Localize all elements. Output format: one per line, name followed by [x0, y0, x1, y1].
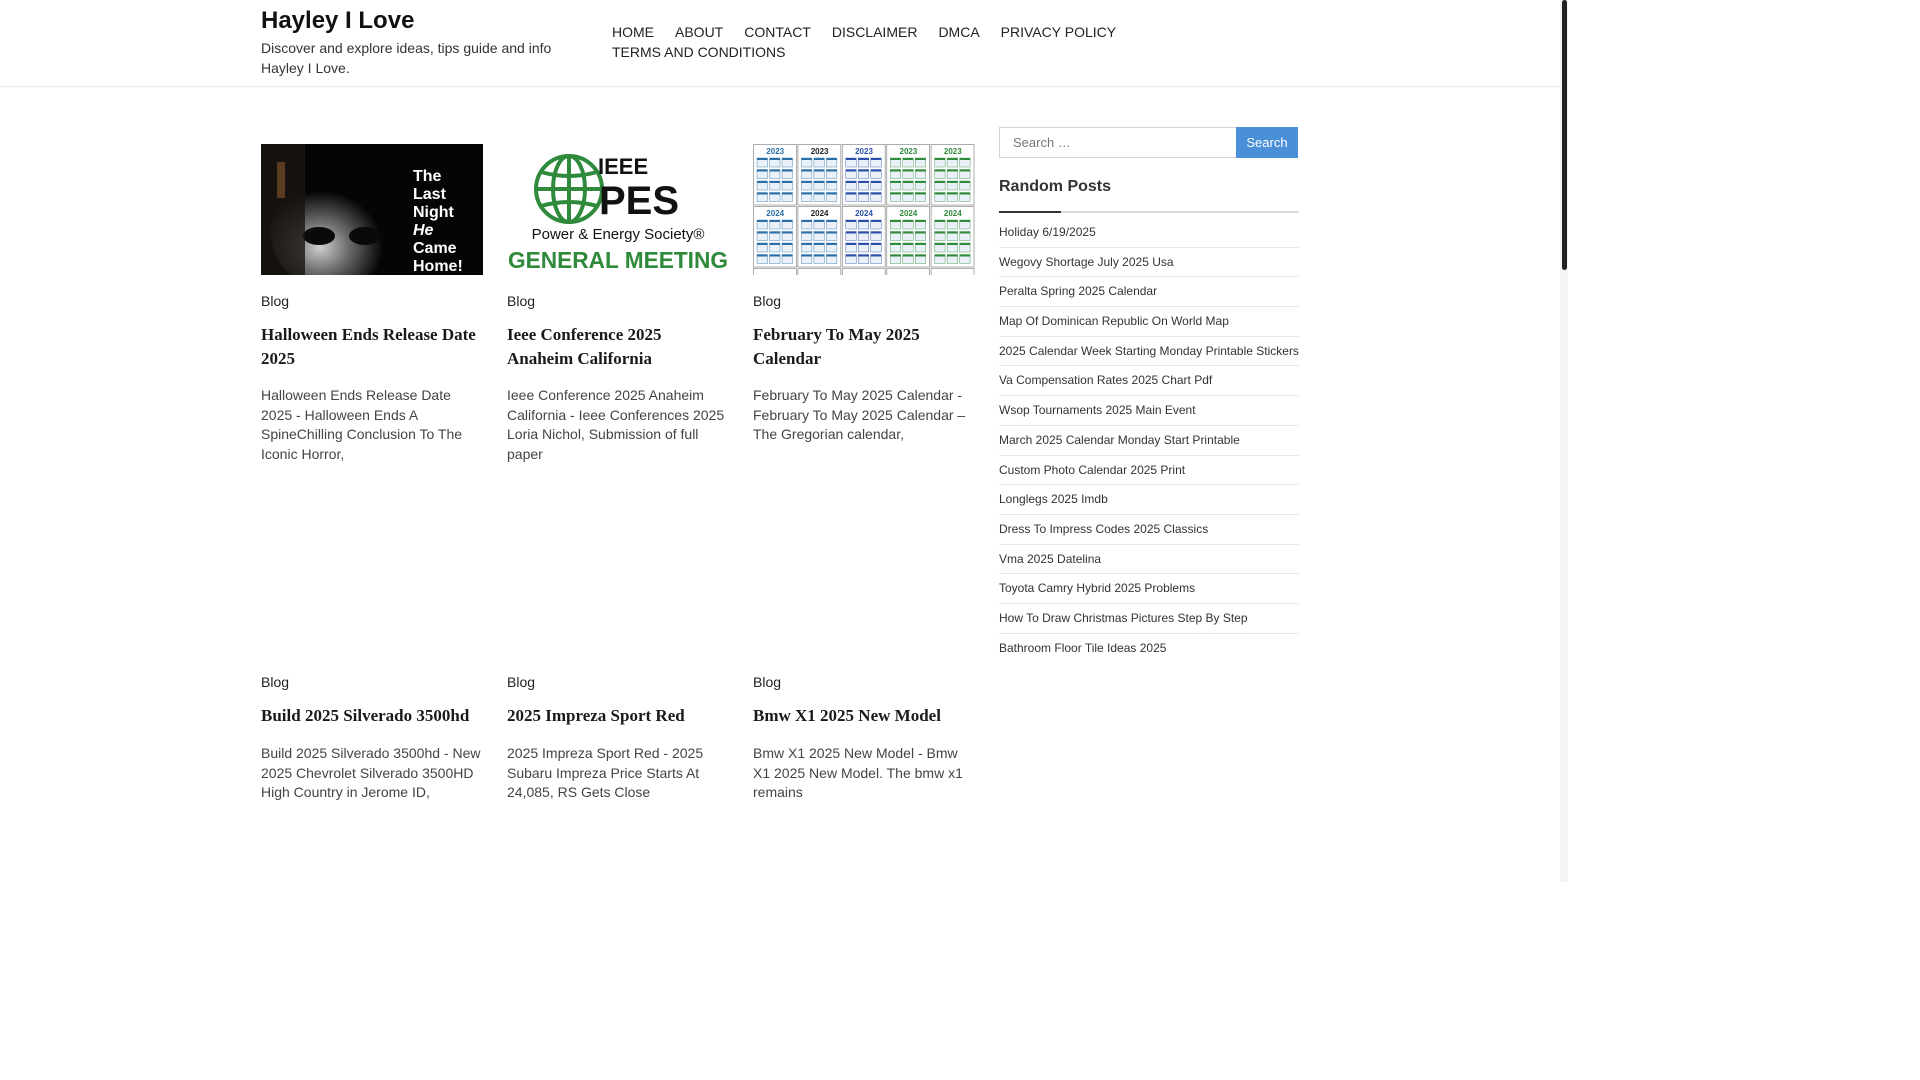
calendar-month-header [770, 158, 781, 160]
search-input[interactable] [999, 127, 1237, 158]
halloween-poster-image [261, 144, 483, 275]
random-post-link[interactable]: Peralta Spring 2025 Calendar [999, 277, 1299, 307]
random-post-link[interactable]: Holiday 6/19/2025 [999, 218, 1299, 248]
calendar-month-header [826, 170, 837, 172]
calendar-month-header [826, 232, 837, 234]
calendar-month-header [947, 220, 958, 222]
heading-divider [999, 211, 1299, 213]
nav-terms-and-conditions[interactable]: TERMS AND CONDITIONS [612, 43, 786, 60]
calendar-month-header [757, 170, 768, 172]
calendar-grid-image [753, 144, 975, 275]
post-category[interactable]: Blog [507, 674, 536, 690]
calendar-month-header [915, 181, 926, 183]
calendar-month-header [935, 243, 946, 245]
calendar-month-header [915, 255, 926, 257]
calendar-month-header [947, 158, 958, 160]
calendar-month-header [935, 158, 946, 160]
post-excerpt: Bmw X1 2025 New Model - Bmw X1 2025 New Model. The bmw x1 remains [753, 745, 963, 800]
site-title[interactable]: Hayley I Love [261, 7, 415, 34]
mini-calendar [754, 269, 797, 276]
calendar-month-header [858, 220, 869, 222]
calendar-month-header [903, 232, 914, 234]
calendar-month-header [871, 181, 882, 183]
calendar-month-header [935, 220, 946, 222]
post-excerpt: February To May 2025 Calendar - February To May 2025 Calendar – The Gregorian calendar, [753, 387, 966, 442]
random-post-link[interactable]: Longlegs 2025 Imdb [999, 485, 1299, 515]
calendar-month-header [801, 232, 812, 234]
calendar-month-header [871, 158, 882, 160]
calendar-month-header [935, 232, 946, 234]
post-excerpt: 2025 Impreza Sport Red - 2025 Subaru Impreza Price Starts At 24,085, RS Gets Close [507, 745, 704, 800]
calendar-month-header [947, 181, 958, 183]
calendar-month-header [915, 243, 926, 245]
post-card [261, 144, 483, 462]
nav-privacy-policy[interactable]: PRIVACY POLICY [1000, 24, 1117, 40]
calendar-month-header [960, 232, 971, 234]
calendar-year-label: 2024 [943, 209, 962, 218]
calendar-month-header [757, 158, 768, 160]
calendar-month-header [903, 181, 914, 183]
calendar-month-header [814, 255, 825, 257]
post-excerpt: Build 2025 Silverado 3500hd - New 2025 Chevrolet Silverado 3500HD High Country in Jerome ID, [261, 745, 481, 800]
calendar-month-header [890, 158, 901, 160]
post-category[interactable]: Blog [507, 293, 536, 309]
calendar-month-header [915, 158, 926, 160]
calendar-month-header [960, 193, 971, 195]
post-title[interactable]: Ieee Conference 2025 Anaheim California [507, 325, 662, 368]
random-post-link[interactable]: Wegovy Shortage July 2025 Usa [999, 248, 1299, 278]
page-scrollbar[interactable] [1560, 0, 1568, 882]
calendar-month-header [846, 255, 857, 257]
calendar-month-header [890, 255, 901, 257]
calendar-month-header [826, 220, 837, 222]
calendar-month-header [782, 232, 793, 234]
calendar-month-header [935, 181, 946, 183]
post-title[interactable]: Halloween Ends Release Date 2025 [261, 325, 476, 368]
calendar-month-header [757, 232, 768, 234]
logo-text-general-meeting: GENERAL MEETING [508, 247, 728, 273]
calendar-month-header [782, 170, 793, 172]
post-thumbnail[interactable] [753, 525, 975, 656]
calendar-month-header [915, 170, 926, 172]
calendar-month-header [757, 243, 768, 245]
calendar-month-header [947, 232, 958, 234]
poster-text-line: Home! [413, 258, 463, 275]
calendar-month-header [814, 220, 825, 222]
calendar-month-header [858, 193, 869, 195]
calendar-month-header [947, 243, 958, 245]
calendar-month-header [757, 181, 768, 183]
calendar-month-header [871, 220, 882, 222]
calendar-month-header [935, 255, 946, 257]
calendar-month-header [801, 181, 812, 183]
calendar-month-header [757, 220, 768, 222]
calendar-month-header [890, 181, 901, 183]
calendar-month-header [960, 170, 971, 172]
calendar-year-label: 2023 [899, 147, 918, 156]
calendar-month-header [826, 243, 837, 245]
mini-calendar [842, 269, 885, 276]
post-card [507, 144, 729, 462]
calendar-year-label: 2023 [810, 147, 829, 156]
nav-disclaimer[interactable]: DISCLAIMER [831, 24, 918, 40]
post-category[interactable]: Blog [753, 293, 782, 309]
random-post-link[interactable]: How To Draw Christmas Pictures Step By Step [999, 604, 1299, 634]
calendar-month-header [782, 193, 793, 195]
calendar-month-header [826, 158, 837, 160]
calendar-month-header [814, 232, 825, 234]
calendar-month-header [960, 243, 971, 245]
poster-text-line: He [413, 222, 434, 239]
post-card [753, 525, 975, 800]
poster-text-line: The [413, 168, 442, 185]
calendar-month-header [890, 232, 901, 234]
calendar-month-header [858, 255, 869, 257]
calendar-month-header [947, 255, 958, 257]
mini-calendar [798, 269, 841, 276]
post-card [753, 144, 975, 442]
post-category[interactable]: Blog [261, 674, 290, 690]
calendar-month-header [801, 255, 812, 257]
calendar-month-header [903, 158, 914, 160]
post-title[interactable]: Build 2025 Silverado 3500hd [261, 706, 470, 725]
calendar-month-header [801, 170, 812, 172]
calendar-month-header [826, 255, 837, 257]
calendar-month-header [782, 220, 793, 222]
calendar-year-label: 2024 [766, 209, 785, 218]
random-post-link[interactable]: 2025 Calendar Week Starting Monday Printable Stickers [999, 337, 1299, 367]
calendar-month-header [903, 220, 914, 222]
random-post-link[interactable]: Map Of Dominican Republic On World Map [999, 307, 1299, 337]
main-nav [612, 23, 1172, 62]
calendar-year-label: 2023 [855, 147, 873, 156]
calendar-month-header [935, 193, 946, 195]
calendar-month-header [801, 158, 812, 160]
nav-dmca[interactable]: DMCA [938, 24, 980, 40]
nav-contact[interactable]: CONTACT [744, 24, 811, 40]
calendar-month-header [846, 170, 857, 172]
calendar-month-header [960, 220, 971, 222]
nav-about[interactable]: ABOUT [675, 24, 724, 40]
calendar-month-header [903, 255, 914, 257]
calendar-month-header [814, 158, 825, 160]
site-description: Discover and explore ideas, tips guide and info Hayley I Love. [261, 40, 552, 76]
calendar-month-header [915, 220, 926, 222]
random-post-link[interactable]: Va Compensation Rates 2025 Chart Pdf [999, 366, 1299, 396]
calendar-month-header [915, 193, 926, 195]
calendar-year-label: 2024 [855, 209, 873, 218]
calendar-month-header [890, 193, 901, 195]
poster-text-line: Last [413, 186, 446, 203]
calendar-month-header [770, 181, 781, 183]
logo-text-society: Power & Energy Society® [531, 226, 705, 243]
calendar-month-header [814, 243, 825, 245]
calendar-month-header [757, 255, 768, 257]
calendar-month-header [915, 232, 926, 234]
calendar-month-header [801, 243, 812, 245]
calendar-month-header [814, 181, 825, 183]
calendar-month-header [846, 220, 857, 222]
calendar-month-header [858, 232, 869, 234]
nav-home[interactable]: HOME [612, 24, 654, 40]
calendar-month-header [858, 158, 869, 160]
post-excerpt: Ieee Conference 2025 Anaheim California - Ieee Conferences 2025 Loria Nichol, Submission of full paper [507, 387, 725, 462]
calendar-month-header [947, 193, 958, 195]
logo-text-ieee: IEEE [598, 154, 649, 179]
calendar-month-header [770, 255, 781, 257]
calendar-month-header [858, 181, 869, 183]
calendar-month-header [858, 170, 869, 172]
calendar-month-header [814, 170, 825, 172]
calendar-month-header [770, 243, 781, 245]
post-card [261, 525, 483, 800]
post-excerpt: Halloween Ends Release Date 2025 - Halloween Ends A SpineChilling Conclusion To The Iconic Horror, [261, 387, 463, 462]
ieee-pes-logo-image [507, 144, 729, 275]
search-placeholder: Search … [1013, 135, 1071, 150]
calendar-month-header [960, 158, 971, 160]
random-post-link[interactable]: Vma 2025 Datelina [999, 545, 1299, 575]
post-thumbnail[interactable] [507, 525, 729, 656]
calendar-month-header [826, 193, 837, 195]
calendar-month-header [801, 193, 812, 195]
calendar-month-header [801, 220, 812, 222]
calendar-month-header [846, 181, 857, 183]
calendar-month-header [846, 243, 857, 245]
calendar-year-label: 2024 [899, 209, 918, 218]
mini-calendar [887, 269, 930, 276]
calendar-month-header [871, 193, 882, 195]
calendar-month-header [814, 193, 825, 195]
calendar-year-label: 2024 [810, 209, 829, 218]
calendar-month-header [871, 243, 882, 245]
poster-text-line: Night [413, 204, 454, 221]
calendar-year-label: 2023 [766, 147, 785, 156]
calendar-month-header [871, 255, 882, 257]
calendar-month-header [890, 220, 901, 222]
post-category[interactable]: Blog [261, 293, 290, 309]
post-thumbnail[interactable] [753, 144, 975, 275]
calendar-month-header [782, 181, 793, 183]
calendar-month-header [757, 193, 768, 195]
calendar-month-header [890, 243, 901, 245]
logo-text-pes: PES [599, 179, 680, 223]
random-post-link[interactable]: Bathroom Floor Tile Ideas 2025 [999, 640, 1167, 655]
calendar-month-header [846, 193, 857, 195]
calendar-month-header [903, 170, 914, 172]
calendar-month-header [846, 158, 857, 160]
random-post-link[interactable]: March 2025 Calendar Monday Start Printable [999, 426, 1299, 456]
site-header [0, 0, 1560, 87]
calendar-month-header [782, 243, 793, 245]
calendar-month-header [770, 170, 781, 172]
random-posts-list [999, 218, 1299, 663]
calendar-month-header [770, 193, 781, 195]
random-post-link[interactable]: Dress To Impress Codes 2025 Classics [999, 515, 1299, 545]
post-category[interactable]: Blog [753, 674, 782, 690]
scrollbar-thumb[interactable] [1562, 0, 1567, 270]
calendar-month-header [960, 181, 971, 183]
search-button[interactable]: Search [1236, 127, 1298, 158]
calendar-year-label: 2023 [943, 147, 962, 156]
calendar-month-header [935, 170, 946, 172]
post-title[interactable]: 2025 Impreza Sport Red [507, 706, 685, 725]
random-post-link[interactable]: Custom Photo Calendar 2025 Print [999, 456, 1299, 486]
post-title[interactable]: February To May 2025 Calendar [753, 325, 920, 368]
random-post-link[interactable]: Wsop Tournaments 2025 Main Event [999, 396, 1299, 426]
calendar-month-header [903, 193, 914, 195]
mini-calendar [931, 269, 974, 276]
calendar-month-header [782, 255, 793, 257]
calendar-month-header [903, 243, 914, 245]
calendar-month-header [826, 181, 837, 183]
post-thumbnail[interactable] [261, 525, 483, 656]
post-card [507, 525, 729, 800]
calendar-month-header [846, 232, 857, 234]
calendar-month-header [770, 232, 781, 234]
post-title[interactable]: Bmw X1 2025 New Model [753, 706, 941, 725]
post-thumbnail[interactable] [261, 144, 483, 275]
calendar-month-header [782, 158, 793, 160]
calendar-month-header [960, 255, 971, 257]
calendar-month-header [871, 232, 882, 234]
calendar-month-header [947, 170, 958, 172]
calendar-month-header [890, 170, 901, 172]
calendar-month-header [770, 220, 781, 222]
post-thumbnail[interactable] [507, 144, 729, 275]
random-posts-heading: Random Posts [999, 178, 1112, 195]
calendar-month-header [858, 243, 869, 245]
poster-text-line: Came [413, 240, 457, 257]
calendar-month-header [871, 170, 882, 172]
random-post-link[interactable]: Toyota Camry Hybrid 2025 Problems [999, 574, 1299, 604]
